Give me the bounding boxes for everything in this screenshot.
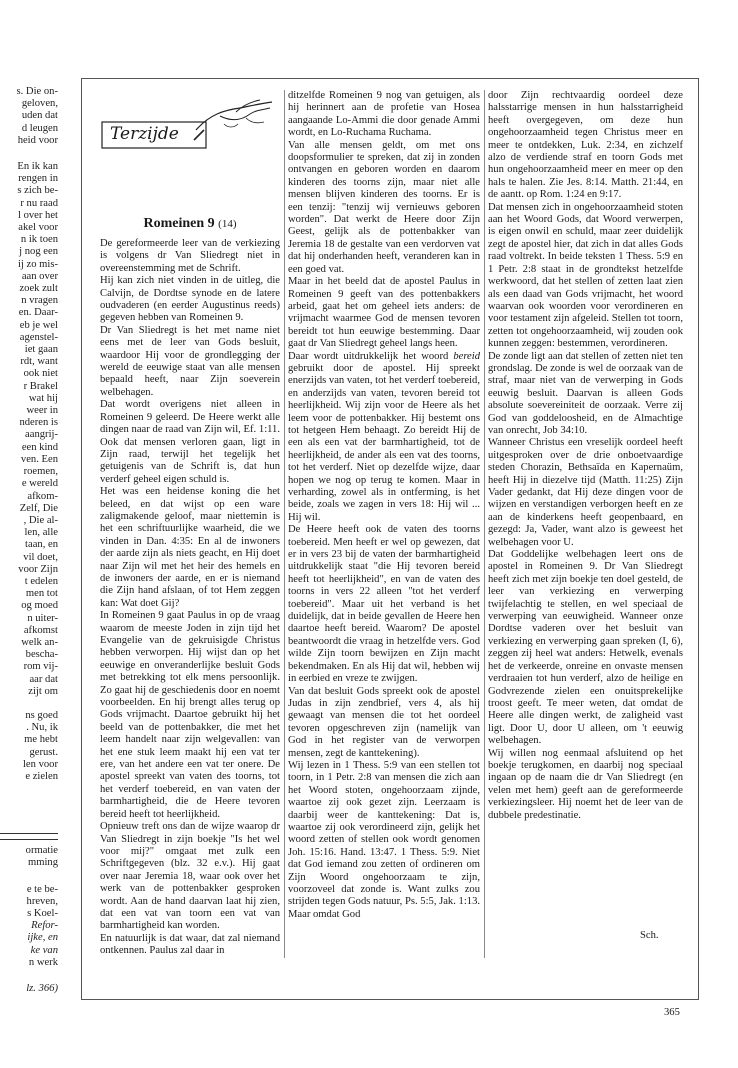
paragraph: Het was een heidense koning die het beleed, en dat wijst op een ware zaligmakende geloof, maar niettemin is het een schriftuurlijke waarheid, die we vinden in Dan. 4:35: En al de inwoners der aarde zijn als niets geacht, en Hij doet naar Zijn wil met het heir des hemels en de inwoners der aarde, en er is niemand die Zijn hand afslaan, of tot Hem zeggen kan: Wat doet Gij? — [100, 486, 280, 609]
fragment-line: s Koel- — [27, 907, 58, 919]
paragraph: Wanneer Christus een vreselijk oordeel heeft uitgesproken over de drie onboetvaardige steden Chorazin, Bethsaïda en Kapernaüm, heeft Hij in diezelve tijd (Matth. 11:25) Zijn Vader gedankt, dat Hij deze dingen voor de wijzen en verstandigen verborgen heeft en ze aan de kinderkens heeft geopenbaard, en gezegd: Ja, Vader, want alzo is geweest het welbehagen voor U. — [488, 437, 683, 548]
fragment-line: weer in — [26, 405, 58, 417]
paragraph: En natuurlijk is dat waar, dat zal niemand ontkennen. Paulus zal daar in — [100, 932, 280, 957]
fragment-line: taan, en — [25, 539, 58, 551]
fragment-line: j nog een — [19, 246, 58, 258]
fragment-line: n uiter- — [27, 612, 58, 624]
fragment-line: n vragen — [21, 295, 58, 307]
fragment-line: geloven, — [21, 98, 58, 110]
fragment-line: l over het — [17, 209, 58, 221]
article-title — [100, 216, 280, 232]
fragment-line: zijt om — [28, 685, 58, 697]
article-column-2 — [288, 90, 480, 921]
fragment-line: akel voor — [18, 222, 58, 234]
fragment-line: men tot — [25, 588, 58, 600]
paragraph: Dat wordt overigens niet alleen in Romeinen 9 geleerd. De Heere werkt alle dingen naar de raad van Zijn wil, Ef. 1:11. Ook dat mensen verloren gaan, ligt in Zijn raad, terwijl het tegelijk het getuigenis van de Schrift is, dat hun verderf geheel eigen schuld is. — [100, 399, 280, 485]
fragment-line: e wereld — [21, 478, 58, 490]
fragment-line: t edelen — [24, 575, 58, 587]
fragment-line: uden dat — [21, 110, 58, 122]
paragraph: Van dat besluit Gods spreekt ook de apostel Judas in zijn zendbrief, vers 4, als hij gewaagt van mensen die tot het oordeel tevoren opgeschreven zijn (namelijk van God in het register van de verworpen mensen, zegt de kanttekening). — [288, 685, 480, 759]
fragment-line: nderen is — [19, 417, 58, 429]
fragment-line: e zielen — [25, 770, 58, 782]
fragment-gap — [0, 698, 58, 710]
paragraph: Hij kan zich niet vinden in de uitleg, die Calvijn, de Dordtse synode en de latere oudvaderen (en eerder Augustinus reeds) gegeven hebben van Romeinen 9. — [100, 275, 280, 324]
fragment-line: ke van — [30, 944, 58, 956]
fragment-line: n werk — [28, 956, 58, 968]
double-rule-divider — [0, 833, 58, 840]
facing-page-fragment — [0, 86, 58, 995]
fragment-line: r Brakel — [23, 380, 58, 392]
fragment-gap — [0, 147, 58, 161]
article-title-text: Romeinen 9 — [143, 216, 215, 231]
fragment-line: aan over — [21, 270, 58, 282]
fragment-line: eb je wel — [19, 319, 58, 331]
fragment-line: zoek zult — [19, 283, 58, 295]
fragment-line: aangrij- — [25, 429, 58, 441]
fragment-line: afkom- — [27, 490, 58, 502]
paragraph: Dat mensen zich in ongehoorzaamheid stoten aan het Woord Gods, dat Woord verwerpen, is eigen onwil en schuld, maar zeer duidelijk zegt de apostel hier, dat zich in dat alles Gods raad voltrekt. In beide teksten 1 Thess. 5:9 en 1 Petr. 2:8 staat in de grondtekst hetzelfde werkwoord, dat het stellen of zetten laat zien als een daad van Gods vrijmacht, het woord waarvan ook woorden voor verordineren en voor testament zijn afgeleid. Stellen tot toorn, zetten tot ongehoorzaamheid, wij zouden ook kunnen zeggen: bestemmen, verordineren. — [488, 201, 683, 350]
fragment-line: og moed — [21, 600, 58, 612]
fragment-line: Refor- — [31, 920, 58, 932]
article-title-suffix: (14) — [218, 218, 237, 230]
paragraph: De Heere heeft ook de vaten des toorns toebereid. Men heeft er wel op gewezen, dat er in vers 23 bij de vaten der barmhartigheid uitdrukkelijk staat "die Hij tevoren bereid heeft tot heerlijkheid", en van de vaten des toorns in vers 22 alleen "tot het verderf toebereid". Maar uit het verband is het duidelijk, dat in beide gevallen de Heere hen daartoe heeft bereid. Waarom? De apostel beantwoordt die vraag in hetzelfde vers. God wilde Zijn toorn bewijzen en Zijn macht bekendmaken. En als Hij dat wil, hebben wij in eerbied en vreze te zwijgen. — [288, 524, 480, 685]
fragment-line: ijke, en — [27, 932, 58, 944]
paragraph: Wij lezen in 1 Thess. 5:9 van een stellen tot toorn, in 1 Petr. 2:8 van mensen die zich aan het Woord stoten, ongehoorzaam zijnde, waartoe zij ook gezet zijn. Leerzaam is daarbij weer de kanttekening: Dat is, waartoe zij ook verordineerd zijn, gelijk het woord zetten of stellen ook wordt genomen Joh. 15:16. Hand. 13:47. 1 Thess. 5:9. Niet dat God iemand zou zetten of ordineren om Zijn Woord ongehoorzaam te zijn, voorzoveel dat zonde is. Want zulks zou strijden tegen Gods natuur, Ps. 5:5, Jak. 1:13. Maar omdat God — [288, 759, 481, 920]
fragment-line: rdt, want — [20, 356, 58, 368]
page-number: 365 — [664, 1007, 680, 1018]
article-column-3 — [488, 90, 683, 822]
paragraph: Van alle mensen geldt, om met ons doopsformulier te spreken, dat zij in zonden ontvangen en geboren worden en daarom kinderen des toorns zijn, maar niet alle mensen blijven kinderen des toorns. Er is een tenzij: "tenzij wij vernieuws geboren worden". Dat werkt de Heere door Zijn Geest, gelijk als de pottenbakker van Jeremia 18 de gestalte van een verdorven vat dat hij onderhanden heeft, veranderen kan in een goed vat. — [288, 139, 480, 275]
fragment-line: , Die al- — [23, 514, 58, 526]
fragment-line: en. Daar- — [18, 307, 58, 319]
fragment-line: d leugen — [21, 122, 58, 134]
column-separator — [484, 90, 485, 958]
paragraph: De gereformeerde leer van de verkiezing is volgens dr Van Sliedregt niet in overeenstemming met de Schrift. — [100, 238, 280, 274]
fragment-line: aar dat — [29, 673, 58, 685]
fragment-line: rom vij- — [23, 661, 58, 673]
fragment-line: gerust. — [29, 746, 58, 758]
fragment-line: . Nu, ik — [26, 722, 58, 734]
paragraph: Dr Van Sliedregt is het met name niet eens met de leer van Gods besluit, waardoor Hij voor de grondlegging der wereld de eeuwige staat van alle mensen bepaald heeft, naar Zijn soeverein welbehagen. — [100, 324, 280, 398]
fragment-line: len voor — [22, 758, 58, 770]
paragraph: De zonde ligt aan dat stellen of zetten niet ten grondslag. De zonde is wel de oorzaak van de straf, maar niet van de verwerping in Gods eeuwig besluit. Daarvan is alleen Gods absolute soevereiniteit de oorzaak. Verre zij God van goddeloosheid, en de Almachtige van onrecht, Job 34:10. — [488, 350, 683, 436]
paragraph: ditzelfde Romeinen 9 nog van getuigen, als hij herinnert aan de profetie van Hosea aangaande Lo-Ammi die door genade Ammi wordt, en Lo-Ruchama Ruchama. — [288, 90, 480, 139]
fragment-line: voor Zijn — [18, 563, 58, 575]
fragment-gap — [0, 969, 58, 983]
fragment-line: iet gaan — [24, 344, 58, 356]
fragment-line: len, alle — [24, 527, 58, 539]
article-column-1 — [100, 238, 280, 958]
fragment-line: e te be- — [26, 883, 58, 895]
paragraph: Opnieuw treft ons dan de wijze waarop dr Van Sliedregt in zijn boekje "Is het wel voor mij?" omgaat met zulk een Schriftgegeven (blz. 32 e.v.). Hij gaat over naar Jeremia 18, waar ook over het werk van de pottenbakker gesproken wordt. Aan de hand daarvan laat hij zien, dat een vat van toorn een vat van barmhartigheid kan worden. — [100, 821, 280, 932]
terzijde-logo — [100, 96, 280, 166]
fragment-line: afkomst — [23, 624, 58, 636]
fragment-line: Zelf, Die — [19, 502, 58, 514]
fragment-line: ook niet — [23, 368, 58, 380]
fragment-line: heid voor — [17, 134, 58, 146]
fragment-line: agenstel- — [19, 331, 58, 343]
fragment-line: rengen in — [18, 173, 58, 185]
fragment-line: ormatie — [25, 845, 58, 857]
fragment-line: ij zo mis- — [17, 258, 58, 270]
fragment-line: hreven, — [26, 895, 58, 907]
paragraph: Wij willen nog eenmaal afsluitend op het boekje terugkomen, en daarbij nog speciaal ingaan op de naam die dr Van Sliedregt (en velen met hem) geeft aan de gereformeerde verkiezingsleer. Hij noemt het de leer van de dubbele predestinatie. — [488, 747, 683, 821]
fragment-line: s. Die on- — [16, 86, 58, 97]
paragraph: Maar in het beeld dat de apostel Paulus in Romeinen 9 geeft van des pottenbakkers arbeid, gaat het om geheel iets anders: de vrijmacht waarmee God de mensen tevoren bereidt tot hun eeuwige bestemming. Daar gaat dr Van Sliedregt geheel langs heen. — [288, 276, 480, 350]
fragment-gap — [0, 870, 58, 884]
fragment-line: r nu raad — [20, 197, 58, 209]
fragment-line: roemen, — [23, 466, 58, 478]
fragment-line: wat hij — [28, 392, 58, 404]
paragraph: In Romeinen 9 gaat Paulus in op de vraag waarom de meeste Joden in zijn tijd het Evangelie van de gekruisigde Christus hebben verworpen. Hij wijst dan op het eeuwige en onveranderlijke besluit Gods met betrekking tot elk mens persoonlijk. Zo gaat hij de geschiedenis door en noemt voorbeelden. En hij brengt alles terug op Gods vrijmacht. Daartoe gebruikt hij het beeld van de pottenbakker, die met het leem handelt naar zijn welgevallen: van het ene stuk leem maakt hij een vat ter ere, van het andere een vat ter onere. De apostel spreekt van vaten des toorns, tot het verderf toebereid, en van vaten der barmhartigheid, die de Heere tevoren bereid heeft tot heerlijkheid. — [100, 610, 280, 820]
paragraph: door Zijn rechtvaardig oordeel deze halsstarrige mensen in hun halsstarrigheid heeft overgegeven, om deze hun ongehoorzaamheid tegen Christus meer en meer te ontdekken, Luk. 2:34, en zichzelf alzo de verdiende straf en toorn Gods met hun ongehoorzaamheid meer en meer op den hals te halen. Zie Jes. 8:14. Matth. 21:44, en de aantt. op Rom. 1:24 en 9:17. — [488, 90, 683, 201]
column-separator — [284, 90, 285, 958]
paragraph: Daar wordt uitdrukkelijk het woord bereid gebruikt door de apostel. Hij spreekt enerzijds van vaten, tot het verderf toebereid, en anderzijds van vaten, tevoren bereid tot heerlijkheid. Wij zijn voor de Heere als het leem voor de pottenbakker. Hij bestemt ons tot hetgeen Hem behaagt. Zo bereidt Hij de een als een vat der barmhartigheid, tot de heerlijkheid, de ander als een vat des toorns, tot het verderf. Niet op dezelfde wijze, daar hopen we nog op terug te komen. Maar in verharding, zowel als in ontferming, is het beide, zoals we zagen in vers 18: Hij wil ... Hij wil. — [288, 350, 480, 523]
fragment-line: welk an- — [21, 636, 58, 648]
fragment-line: bescha- — [25, 649, 58, 661]
fragment-line: s zich be- — [17, 185, 58, 197]
logo-text: Terzijde — [110, 124, 179, 144]
fragment-line: me hebt — [24, 734, 58, 746]
fragment-line: ven. Een — [20, 453, 58, 465]
fragment-line: een kind — [21, 441, 58, 453]
fragment-line: lz. 366) — [26, 983, 58, 994]
author-signature: Sch. — [640, 930, 659, 941]
fragment-line: n ik toen — [20, 234, 58, 246]
fragment-line: vil doet, — [23, 551, 58, 563]
fragment-line: En ik kan — [17, 161, 58, 173]
fragment-line: mming — [27, 857, 58, 869]
paragraph: Dat Goddelijke welbehagen leert ons de apostel in Romeinen 9. Dr Van Sliedregt heeft zich met zijn boekje ten doel gesteld, de leer van verkiezing en verwerping twijfelachtig te stellen, en wel speciaal de verwerping van eeuwigheid. Wanneer onze Dordtse vaderen over het besluit van verkiezing en verwerping gaan spreken (I, 6), zeggen zij heel wat anders: Hetwelk, evenals het de verkeerde, onreine en onvaste mensen verdraaien tot hun verderf, alzo de heilige en Godvrezende zielen een onuitsprekelijke troost geeft. Te meer weten, dat omdat de Heere alle dingen werkt, de zaligheid vast ligt. Door U, door U alleen, om 't eeuwig welbehagen. — [488, 549, 683, 747]
fragment-line: ns goed — [25, 709, 58, 721]
